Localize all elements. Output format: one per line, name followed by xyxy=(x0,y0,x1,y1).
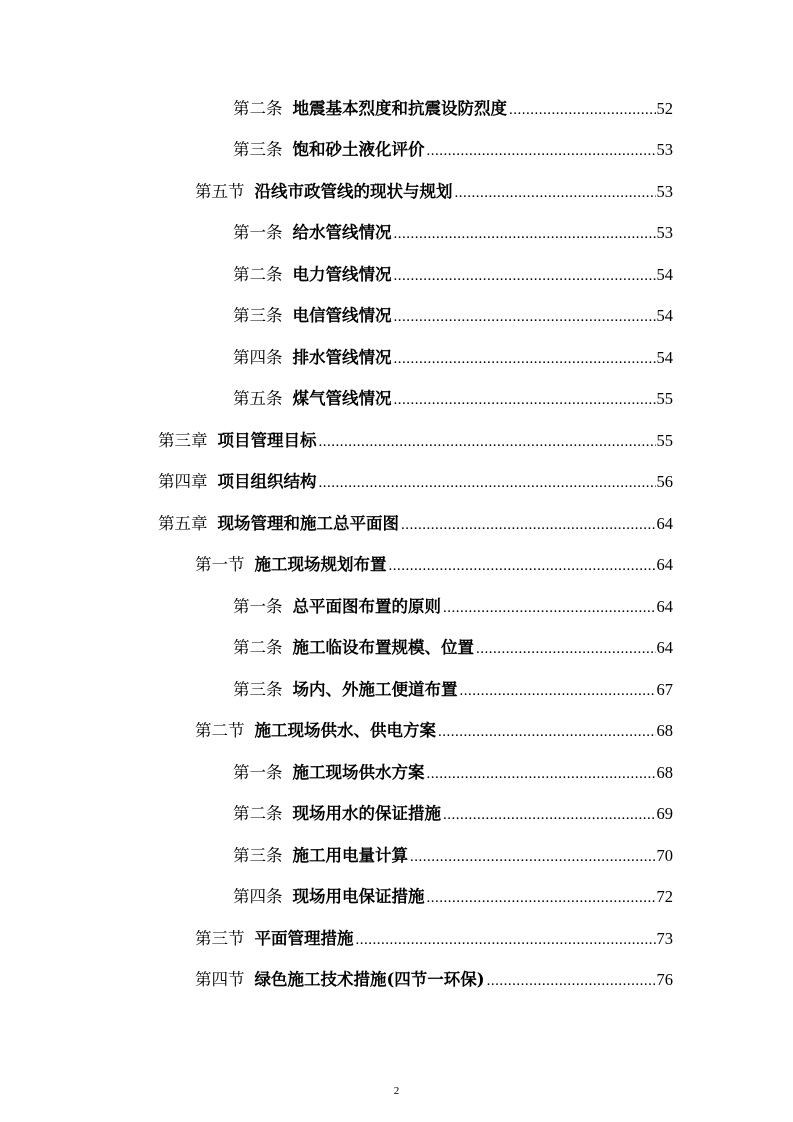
toc-entry-number: 第二节 xyxy=(195,721,245,740)
toc-entry-page: 72 xyxy=(656,887,673,906)
toc-leader-dots xyxy=(394,214,656,254)
toc-entry-number: 第五章 xyxy=(158,514,208,533)
toc-entry[interactable] xyxy=(233,836,673,876)
toc-leader-dots xyxy=(509,90,656,130)
toc-leader-dots xyxy=(443,588,656,628)
toc-entry[interactable] xyxy=(233,794,673,834)
toc-leader-dots xyxy=(394,380,656,420)
toc-entry-number: 第一条 xyxy=(233,597,283,616)
page-number: 2 xyxy=(393,1085,400,1097)
toc-entry-number: 第四条 xyxy=(233,887,283,906)
toc-entry[interactable] xyxy=(233,753,673,793)
toc-entry-page: 70 xyxy=(656,846,673,865)
toc-leader-dots xyxy=(394,339,656,379)
toc-entry[interactable] xyxy=(233,89,673,129)
toc-leader-dots xyxy=(487,961,656,1001)
toc-entry[interactable] xyxy=(195,711,673,751)
toc-entry-number: 第四条 xyxy=(233,348,283,367)
toc-entry-title: 场内、外施工便道布置 xyxy=(292,680,458,699)
toc-entry-title: 平面管理措施 xyxy=(254,929,354,948)
toc-entry-title: 饱和砂土液化评价 xyxy=(292,140,425,159)
toc-leader-dots xyxy=(394,297,656,337)
toc-leader-dots xyxy=(319,463,656,503)
toc-entry-number: 第二条 xyxy=(233,804,283,823)
toc-entry-number: 第五节 xyxy=(195,182,245,201)
toc-entry-number: 第二条 xyxy=(233,265,283,284)
toc-entry[interactable] xyxy=(195,172,673,212)
toc-entry-title: 现场用水的保证措施 xyxy=(292,804,441,823)
toc-entry-page: 68 xyxy=(656,763,673,782)
toc-entry-number: 第二条 xyxy=(233,638,283,657)
toc-entry-title: 施工临设布置规模、位置 xyxy=(292,638,474,657)
toc-leader-dots xyxy=(319,422,656,462)
toc-leader-dots xyxy=(460,671,656,711)
toc-entry-title: 施工现场供水、供电方案 xyxy=(254,721,436,740)
toc-leader-dots xyxy=(394,256,656,296)
toc-entry-page: 64 xyxy=(656,514,673,533)
toc-entry[interactable] xyxy=(233,670,673,710)
toc-entry-page: 53 xyxy=(656,182,673,201)
toc-entry[interactable] xyxy=(233,338,673,378)
toc-entry-number: 第三条 xyxy=(233,140,283,159)
toc-entry-page: 54 xyxy=(656,348,673,367)
toc-entry-page: 73 xyxy=(656,929,673,948)
toc-entry-number: 第二条 xyxy=(233,99,283,118)
toc-entry-page: 64 xyxy=(656,555,673,574)
toc-entry-number: 第三条 xyxy=(233,846,283,865)
toc-entry-title: 给水管线情况 xyxy=(292,223,392,242)
toc-entry-page: 54 xyxy=(656,306,673,325)
toc-entry-number: 第四章 xyxy=(158,472,208,491)
toc-entry-number: 第五条 xyxy=(233,389,283,408)
toc-entry-page: 68 xyxy=(656,721,673,740)
toc-entry-page: 53 xyxy=(656,223,673,242)
toc-entry-title: 项目组织结构 xyxy=(217,472,317,491)
toc-leader-dots xyxy=(410,837,656,877)
toc-entry[interactable] xyxy=(195,545,673,585)
toc-entry-number: 第四节 xyxy=(195,970,245,989)
toc-entry-title: 地震基本烈度和抗震设防烈度 xyxy=(292,99,507,118)
toc-leader-dots xyxy=(389,546,656,586)
toc-entry-title: 项目管理目标 xyxy=(217,431,317,450)
toc-entry-page: 53 xyxy=(656,140,673,159)
toc-entry-title: 沿线市政管线的现状与规划 xyxy=(254,182,453,201)
toc-leader-dots xyxy=(438,712,656,752)
toc-entry-title: 总平面图布置的原则 xyxy=(292,597,441,616)
toc-leader-dots xyxy=(427,878,656,918)
toc-leader-dots xyxy=(427,754,656,794)
toc-entry-number: 第三章 xyxy=(158,431,208,450)
toc-entry-page: 76 xyxy=(656,970,673,989)
toc-entry[interactable] xyxy=(233,130,673,170)
toc-entry[interactable] xyxy=(195,919,673,959)
toc-entry-page: 64 xyxy=(656,597,673,616)
toc-entry-number: 第一条 xyxy=(233,763,283,782)
toc-entry-title: 现场用电保证措施 xyxy=(292,887,425,906)
toc-leader-dots xyxy=(455,173,656,213)
toc-entry[interactable] xyxy=(233,628,673,668)
toc-entry[interactable] xyxy=(158,421,673,461)
toc-entry-page: 54 xyxy=(656,265,673,284)
toc-entry-title: 绿色施工技术措施(四节一环保) xyxy=(254,970,485,989)
toc-entry[interactable] xyxy=(233,587,673,627)
toc-entry-number: 第三条 xyxy=(233,306,283,325)
toc-entry-number: 第一条 xyxy=(233,223,283,242)
toc-entry-title: 施工现场规划布置 xyxy=(254,555,387,574)
toc-entry-title: 施工现场供水方案 xyxy=(292,763,425,782)
toc-entry[interactable] xyxy=(233,877,673,917)
toc-entry-title: 排水管线情况 xyxy=(292,348,392,367)
toc-entry[interactable] xyxy=(233,379,673,419)
toc-entry[interactable] xyxy=(158,462,673,502)
toc-entry-number: 第一节 xyxy=(195,555,245,574)
toc-entry-number: 第三节 xyxy=(195,929,245,948)
toc-leader-dots xyxy=(476,629,656,669)
toc-entry-number: 第三条 xyxy=(233,680,283,699)
toc-entry[interactable] xyxy=(195,960,673,1000)
toc-entry[interactable] xyxy=(233,296,673,336)
toc-entry-page: 56 xyxy=(656,472,673,491)
toc-entry-page: 52 xyxy=(656,99,673,118)
toc-leader-dots xyxy=(427,131,656,171)
toc-entry-page: 55 xyxy=(656,431,673,450)
toc-leader-dots xyxy=(401,505,656,545)
toc-entry[interactable] xyxy=(233,255,673,295)
toc-entry-page: 69 xyxy=(656,804,673,823)
toc-entry-page: 67 xyxy=(656,680,673,699)
toc-entry[interactable] xyxy=(158,504,673,544)
toc-leader-dots xyxy=(443,795,656,835)
toc-entry-title: 现场管理和施工总平面图 xyxy=(217,514,399,533)
toc-entry-page: 64 xyxy=(656,638,673,657)
toc-entry-title: 电信管线情况 xyxy=(292,306,392,325)
toc-entry-title: 煤气管线情况 xyxy=(292,389,392,408)
toc-leader-dots xyxy=(356,920,656,960)
toc-entry-page: 55 xyxy=(656,389,673,408)
toc-entry-title: 施工用电量计算 xyxy=(292,846,408,865)
toc-entry-title: 电力管线情况 xyxy=(292,265,392,284)
toc-entry[interactable] xyxy=(233,213,673,253)
